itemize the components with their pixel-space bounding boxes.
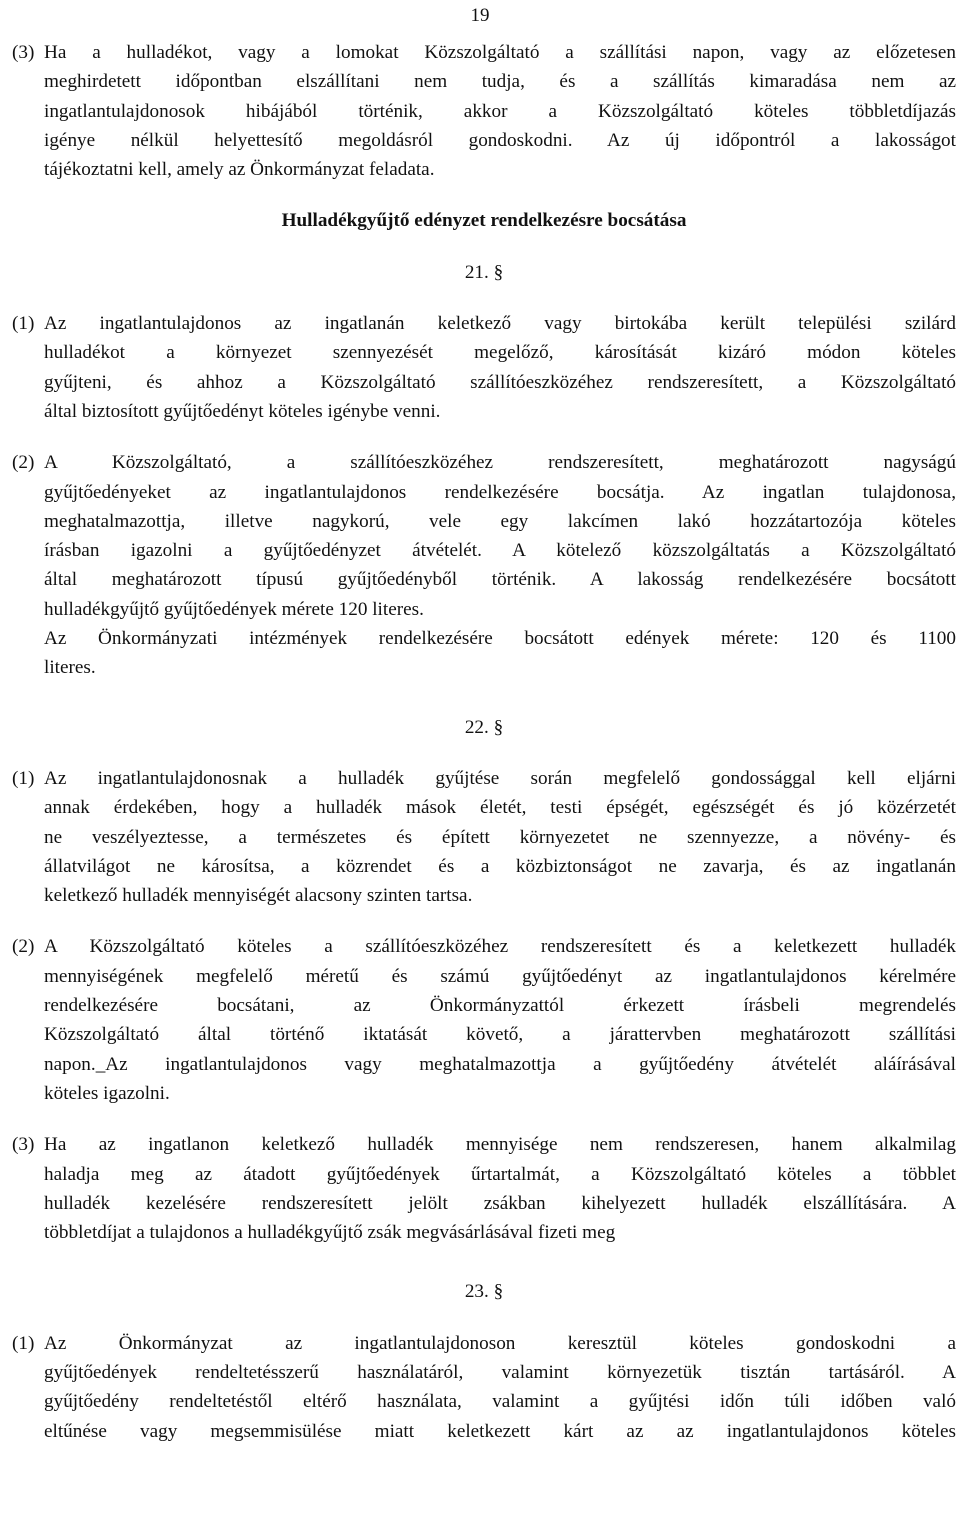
paragraph-22-2 (12, 932, 956, 1108)
text-line: gyűjtőedényeket az ingatlantulajdonos rendelkezésére bocsátja. Az ingatlan tulajdonosa, (44, 481, 956, 503)
section-number-21: 21. § (464, 261, 504, 283)
text-line: keletkező hulladék mennyiségét alacsony szinten tartsa. (44, 885, 473, 907)
text-line: Az ingatlantulajdonos az ingatlanán keletkező vagy birtokába került települési szilárd (44, 313, 956, 335)
document-body (12, 38, 956, 1446)
text-line: Az Önkormányzati intézmények rendelkezésére bocsátott edények mérete: 120 és 1100 (44, 628, 956, 650)
paragraph-21-1 (12, 309, 956, 426)
paragraph-number: (2) (12, 936, 35, 958)
paragraph-text (44, 932, 956, 1108)
paragraph-22-1 (12, 764, 956, 910)
paragraph-text (44, 1130, 956, 1247)
text-line: meghatalmazottja, illetve nagykorú, vele egy lakcímen lakó hozzátartozója köteles (44, 510, 956, 532)
text-line: Ha a hulladékot, vagy a lomokat Közszolgáltató a szállítási napon, vagy az előzetesen (44, 42, 956, 63)
paragraph-23-1 (12, 1329, 956, 1446)
text-line: állatvilágot ne károsítsa, a közrendet és a közbiztonságot ne zavarja, és az ingatlanán (44, 855, 956, 877)
text-line: ingatlantulajdonosok hibájából történik, akkor a Közszolgáltató köteles többletdíjazás (44, 100, 956, 122)
paragraph-21-2 (12, 448, 956, 682)
paragraph-text (44, 448, 956, 682)
paragraph-number: (1) (12, 1332, 35, 1354)
paragraph-number: (3) (12, 1134, 35, 1156)
text-line: Az Önkormányzat az ingatlantulajdonoson keresztül köteles gondoskodni a (44, 1332, 956, 1354)
text-line: haladja meg az átadott gyűjtőedények űrtartalmát, a Közszolgáltató köteles a többlet (44, 1163, 956, 1185)
paragraph-number: (3) (12, 42, 35, 63)
text-line: napon._Az ingatlantulajdonos vagy meghatalmazottja a gyűjtőedény átvételét aláírásával (44, 1053, 956, 1075)
section-number-22: 22. § (464, 716, 504, 738)
text-line: igénye nélkül helyettesítő megoldásról gondoskodni. Az új időpontról a lakosságot (44, 129, 956, 151)
paragraph-number: (2) (12, 452, 35, 474)
paragraph-text (44, 1329, 956, 1446)
text-line: mennyiségének megfelelő méretű és számú gyűjtőedényt az ingatlantulajdonos kérelmére (44, 965, 956, 987)
page-number: 19 (470, 5, 490, 26)
section-number-23: 23. § (464, 1281, 504, 1303)
paragraph-number: (1) (12, 313, 35, 335)
text-line: annak érdekében, hogy a hulladék mások életét, testi épségét, egészségét és jó közérzetét (44, 797, 956, 819)
text-line: tájékoztatni kell, amely az Önkormányzat feladata. (44, 159, 435, 181)
paragraph-text (44, 38, 956, 184)
text-line: eltűnése vagy megsemmisülése miatt keletkezett kárt az az ingatlantulajdonos köteles (44, 1420, 956, 1442)
text-line: hulladékot a környezet szennyezését megelőző, károsítását kizáró módon köteles (44, 342, 956, 364)
text-line: gyűjtőedény rendeltetéstől eltérő használata, valamint a gyűjtési időn túli időben való (44, 1391, 956, 1413)
paragraph-number: (1) (12, 767, 35, 789)
text-line: gyűjtőedények rendeltetésszerű használatáról, valamint környezetük tisztán tartásáról. A (44, 1361, 956, 1383)
paragraph-22-3 (12, 1130, 956, 1247)
text-line: A Közszolgáltató köteles a szállítóeszközéhez rendszeresített és a keletkezett hulladék (44, 936, 956, 958)
paragraph-text (44, 309, 956, 426)
text-line: A Közszolgáltató, a szállítóeszközéhez rendszeresített, meghatározott nagyságú (44, 452, 956, 474)
text-line: meghirdetett időpontban elszállítani nem tudja, és a szállítás kimaradása nem az (44, 71, 956, 93)
text-line: literes. (44, 657, 96, 679)
text-line: írásban igazolni a gyűjtőedényzet átvételét. A kötelező közszolgáltatás a Közszolgáltató (44, 540, 956, 562)
text-line: többletdíjat a tulajdonos a hulladékgyűjtő zsák megvásárlásával fizeti meg (44, 1222, 616, 1244)
text-line: által meghatározott típusú gyűjtőedényből történik. A lakosság rendelkezésére bocsátott (44, 569, 956, 591)
text-line: Ha az ingatlanon keletkező hulladék mennyisége nem rendszeresen, hanem alkalmilag (44, 1134, 956, 1156)
text-line: Közszolgáltató által történő iktatását követő, a járattervben meghatározott szállítási (44, 1024, 956, 1046)
text-line: rendelkezésére bocsátani, az Önkormányzattól érkezett írásbeli megrendelés (44, 995, 956, 1017)
text-line: által biztosított gyűjtőedényt köteles igénybe venni. (44, 400, 441, 422)
paragraph-text (44, 764, 956, 910)
section-heading: Hulladékgyűjtő edényzet rendelkezésre bocsátása (281, 210, 687, 232)
text-line: köteles igazolni. (44, 1082, 170, 1104)
text-line: hulladék kezelésére rendszeresített jelölt zsákban kihelyezett hulladék elszállítására. A (44, 1192, 956, 1214)
paragraph-3-transport (12, 38, 956, 184)
text-line: hulladékgyűjtő gyűjtőedények mérete 120 literes. (44, 598, 424, 620)
text-line: ne veszélyeztesse, a természetes és épített környezetet ne szennyezze, a növény- és (44, 826, 956, 848)
text-line: gyűjteni, és ahhoz a Közszolgáltató szállítóeszközéhez rendszeresített, a Közszolgáltató (44, 371, 956, 393)
text-line: Az ingatlantulajdonosnak a hulladék gyűjtése során megfelelő gondossággal kell eljárni (44, 767, 956, 789)
